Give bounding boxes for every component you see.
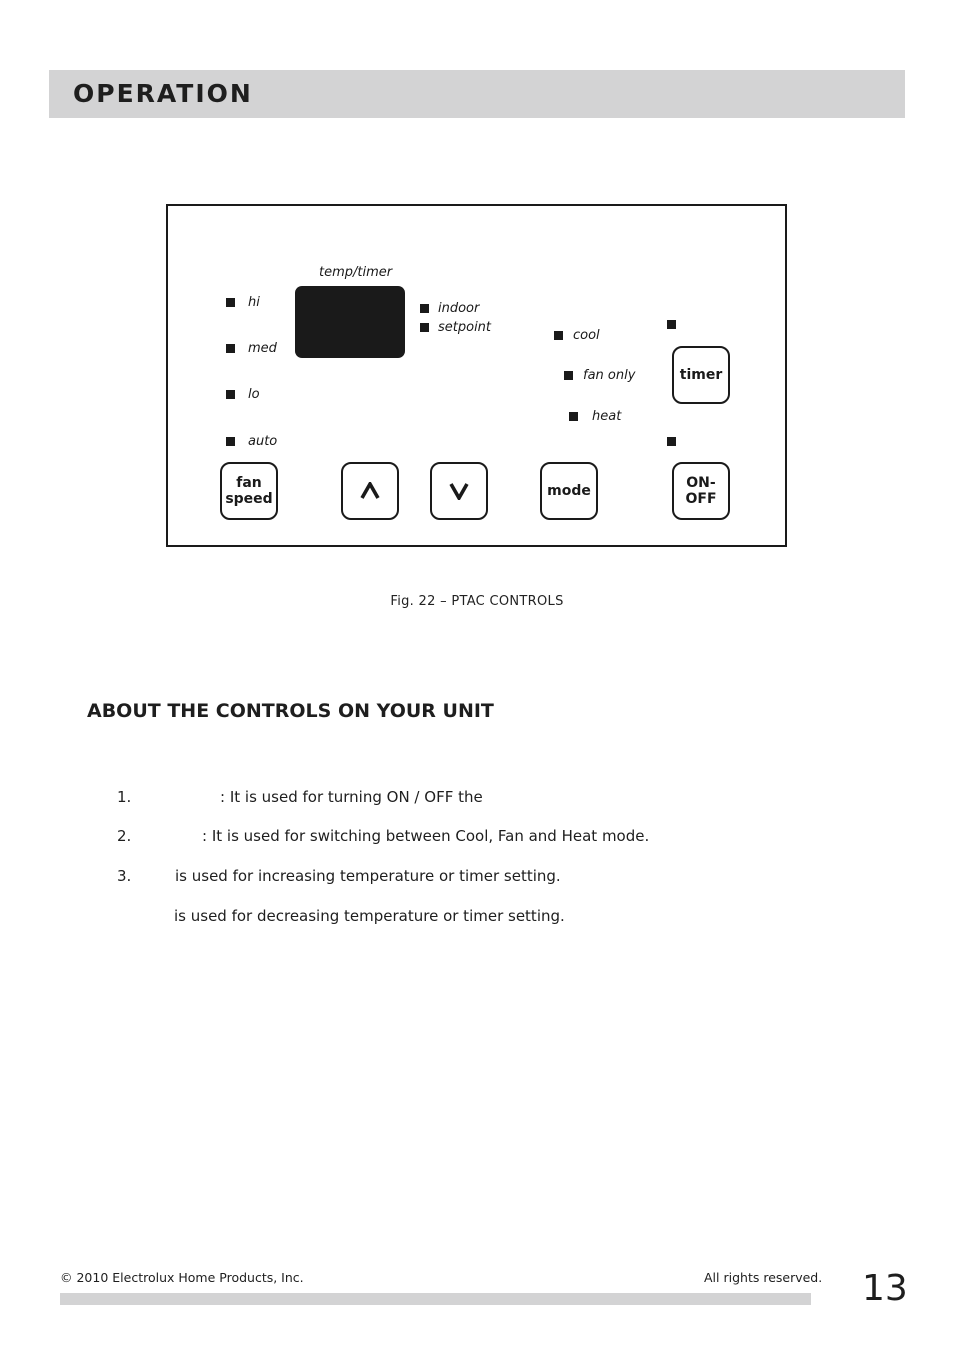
up-caret-icon [360,482,380,500]
control-panel-diagram [166,204,787,547]
fan-speed-button[interactable]: fan speed [220,462,278,520]
indicator-light [226,344,235,353]
indicator-fan-only [564,368,635,383]
indicator-cool [554,328,600,343]
indicator-label: fan only [583,368,636,383]
list-text: is used for decreasing temperature or timer setting. [174,907,565,925]
power-indicator-light [667,437,676,446]
down-button[interactable] [430,462,488,520]
indicator-label: setpoint [438,320,492,335]
indicator-label: heat [592,409,622,424]
indicator-light [554,331,563,340]
list-item [0,827,954,847]
list-text: is used for increasing temperature or timer setting. [175,867,561,885]
indicator-indoor [420,301,479,316]
indicator-med [226,341,277,356]
indicator-label: hi [248,295,260,310]
section-header-bar [49,70,905,118]
list-number: 1. [117,788,132,806]
list-number: 3. [117,867,132,885]
mode-button[interactable]: mode [540,462,598,520]
indicator-lo [226,387,260,402]
indicator-label: indoor [438,301,480,316]
list-text: : It is used for turning ON / OFF the [220,788,483,806]
timer-button[interactable]: timer [672,346,730,404]
page-number: 13 [862,1268,908,1309]
indicator-heat [569,409,621,424]
indicator-label: med [248,341,277,356]
indicator-auto [226,434,277,449]
indicator-light [564,371,573,380]
indicator-light [420,323,429,332]
list-item [0,788,954,808]
indicator-light [226,390,235,399]
footer-rights: All rights reserved. [704,1270,823,1285]
indicator-label: lo [248,387,260,402]
indicator-light [420,304,429,313]
list-item [0,907,954,927]
indicator-light [226,298,235,307]
list-number: 2. [117,827,132,845]
timer-indicator-light [667,320,676,329]
temp-timer-display [295,286,405,358]
indicator-light [226,437,235,446]
list-item [0,867,954,887]
page-title: OPERATION [73,79,253,108]
footer-copyright: © 2010 Electrolux Home Products, Inc. [60,1270,304,1285]
on-off-button[interactable]: ON- OFF [672,462,730,520]
footer-bar [60,1293,811,1305]
display-label: temp/timer [319,265,393,280]
indicator-label: cool [573,328,600,343]
indicator-label: auto [248,434,278,449]
down-caret-icon [449,482,469,500]
indicator-light [569,412,578,421]
indicator-setpoint [420,320,491,335]
up-button[interactable] [341,462,399,520]
list-text: : It is used for switching between Cool, Fan and Heat mode. [202,827,650,845]
indicator-hi [226,295,260,310]
figure-caption: Fig. 22 – PTAC CONTROLS [390,594,564,609]
section-heading: ABOUT THE CONTROLS ON YOUR UNIT [87,700,494,722]
